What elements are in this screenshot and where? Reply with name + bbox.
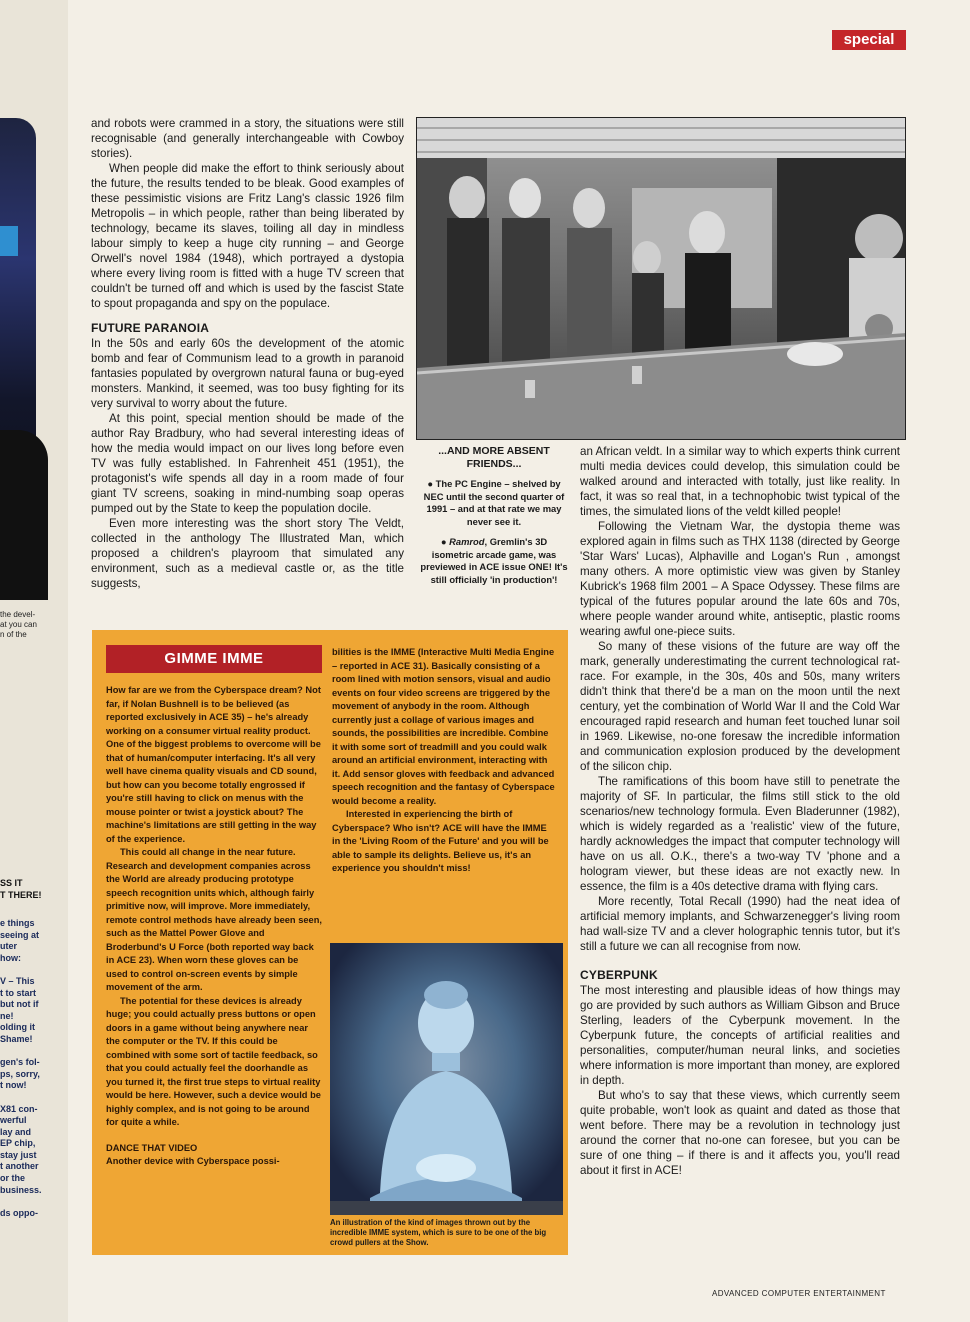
adjacent-caption-stub: the devel- at you can n of the xyxy=(0,610,37,639)
paragraph: When people did make the effort to think seriously about the future, the results tended to be bleak. Good examples of these pessimistic visions are Fritz Lang's classic 1926 film Metropolis – in which people, rather than being liberated by technology, became its slaves, toiling all day in mindless labour simply to keep a huge city running – and George Orwell's novel 1984 (1948), which portrayed a dystopia where every living room is fitted with a huge TV screen that couldn't be turned off and which is used by the fascist State to spout propaganda and spy on the populace. xyxy=(91,162,404,310)
caption-item: ● The PC Engine – shelved by NEC until the second quarter of 1991 – and at that rate we may never see it. xyxy=(423,478,565,527)
paragraph: Even more interesting was the short story The Veldt, collected in the anthology The Illustrated Man, which proposed a children's playroom that simulated any environment, such as a medieval castle or, as the title suggests, xyxy=(91,517,404,590)
article-column-left xyxy=(91,116,404,591)
sidebar-caption xyxy=(420,445,568,594)
paragraph: More recently, Total Recall (1990) had the neat idea of artificial memory implants, and Schwarzenegger's living room had wall-size TV and a clever holographic tennis tutor, but it's still a future we can all recognise from now. xyxy=(580,895,900,953)
paragraph: Following the Vietnam War, the dystopia theme was explored again in films such as THX 1138 (directed by George 'Star Wars' Lucas), Alphaville and Logan's Run , amongst many others. A more optimistic view was given by Stanley Kubrick's 1968 film 2001 – A Space Odyssey. These films are typical of the futures popular around the late 60s and 70s, where people wander around white, antiseptic, plastic rooms wearing awful one-piece suits. xyxy=(580,520,900,638)
imme-buddha-photo xyxy=(330,943,563,1215)
adjacent-heading-stub: SS IT T THERE! xyxy=(0,878,42,900)
paragraph: and robots were crammed in a story, the situations were still recognisable (and generally interchangeable with Cowboy stories). xyxy=(91,117,404,160)
adjacent-page-dark-shape xyxy=(0,430,48,600)
paragraph: In the 50s and early 60s the development of the atomic bomb and fear of Communism lead to a growth in paranoid fantasies populated by overgrown natural fauna or bug-eyed monsters. Mankind, it seemed, was too busy fighting for its very survival to worry about the future. xyxy=(91,337,404,410)
boxout-subheading: DANCE THAT VIDEO xyxy=(106,1142,198,1153)
boxout-paragraph: This could all change in the near future. Research and development companies across the World are already producing prototype speech recognition units which, although fairly primitive now, will improve. More immediately, remote control methods have already been seen, such as the Mattel Power Glove and Broderbund's U Force (both reported way back in ACE 23). When worn these gloves can be used to control on-screen events by simple movement of the arm. xyxy=(106,847,322,992)
paragraph: an African veldt. In a similar way to which experts think current multi media devices could develop, this simulation could be walked around and interacted with totally, just like reality. In fact, it was so real that, in a technophobic twist typical of the times, the simulated lions of the veldt killed people! xyxy=(580,445,900,518)
section-tag: special xyxy=(832,30,906,50)
paragraph: So many of these visions of the future are way off the mark, generally underestimating the current technological rat-race. For example, in the 30s, 40s and 50s, many writers didn't think that there'd be a man on the moon until the next century, yet the combination of World War II and the Cold War encouraged rapid research and human feet touched lunar soil in 1969. Likewise, no-one foresaw the incredible information and communication explosion produced by the development of the silicon chip. xyxy=(580,640,900,773)
paragraph: At this point, special mention should be made of the author Ray Bradbury, who had several interesting ideas of how the media would impact on our lives long before even TV was fully established. In Fahrenheit 451 (1951), the protagonist's wife spends all day in a room made of four giant TV screens, soaking in mind-numbing soap operas pumped out by the State to keep the population docile. xyxy=(91,412,404,515)
caption-item-ramrod: ● Ramrod, Gremlin's 3D isometric arcade game, was previewed in ACE issue ONE! It's still officially 'in production'! xyxy=(420,536,568,585)
adjacent-text-stub: e things seeing at uter how: V – This t to start but not if ne! olding it Shame! gen's fol- ps, sorry, t now! X81 con- werful lay and EP chip, stay just t another or the business. ds oppo- xyxy=(0,918,42,1218)
paragraph: The most interesting and plausible ideas of how things may go are provided by such authors as William Gibson and Bruce Sterling, leaders of the Cyberpunk movement. In the Cyberpunk future, the concepts of artificial realities and personalities, computer/human neural links, and societies where information is more important than money, are explored in depth. xyxy=(580,984,900,1087)
boxout-column-left xyxy=(106,684,322,1169)
boxout-title: GIMME IMME xyxy=(106,645,322,673)
section-heading: CYBERPUNK xyxy=(580,968,658,982)
caption-item-text: , Gremlin's 3D isometric arcade game, was previewed in ACE issue ONE! It's still officially 'in production'! xyxy=(420,536,568,585)
article-column-right xyxy=(580,444,900,1178)
magazine-footer: ADVANCED COMPUTER ENTERTAINMENT xyxy=(712,1289,886,1298)
caption-item-title: Ramrod xyxy=(449,536,485,547)
photo-caption: An illustration of the kind of images thrown out by the incredible IMME system, which is sure to be one of the big crowd pullers at the Show. xyxy=(330,1218,547,1247)
boxout-paragraph: How far are we from the Cyberspace dream? Not far, if Nolan Bushnell is to be believed (as reported exclusively in ACE 35) – he's already working on a consumer virtual reality product. One of the biggest problems to overcome will be that of human/computer interfacing. It's all very well have cinema quality visuals and CD sound, but how can you become totally engrossed if you're still having to click on menus with the mouse pointer or twist a joystick about? The machine's limitations are still getting in the way of the experience. xyxy=(106,685,321,844)
film-still-photo xyxy=(416,117,906,440)
boxout-paragraph: The potential for these devices is already huge; you could actually press buttons or open doors in a game without being anywhere near the computer or the TV. If this could be combined with some sort of tactile feedback, so that you could actually feel the doorhandle as you turned it, the first true steps to virtual reality would be here. However, such a device would be highly complex, and is not going to be around for quite a while. xyxy=(106,995,321,1127)
boxout-paragraph: Another device with Cyberspace possi- xyxy=(106,1156,280,1166)
boxout-column-right xyxy=(332,646,556,876)
paragraph: The ramifications of this boom have still to penetrate the majority of SF. In particular, the films still stick to the old scenarios/new technology formula. Even Bladerunner (1982), which is widely regarded as a 'realistic' view of the future, hardly acknowledges the impact that computer technology will have on us all. O.K., there's a two-way TV 'phone and a hologram viewer, but these ideas are not exactly new. In essence, the film is a 40s detective drama with flying cars. xyxy=(580,775,900,893)
section-heading: FUTURE PARANOIA xyxy=(91,321,210,335)
paragraph: But who's to say that these views, which currently seem quite probable, won't look as quaint and dated as those that went before. There may be a revolution in technology just around the corner that no-one can foresee, but you can be sure of one thing – if there is and it affects you, you'll read about it first in ACE! xyxy=(580,1089,900,1177)
caption-heading: ...AND MORE ABSENT FRIENDS... xyxy=(438,445,550,470)
boxout-paragraph: Interested in experiencing the birth of Cyberspace? Who isn't? ACE will have the IMME in the 'Living Room of the Future' and you will be able to sample its delights. Believe us, it's an experience you shouldn't miss! xyxy=(332,809,549,873)
boxout-paragraph: bilities is the IMME (Interactive Multi Media Engine – reported in ACE 31). Basically consisting of a room lined with motion sensors, visual and audio events on four video screens are triggered by the movement of anybody in the room. Although currently just a collage of various images and sounds, the possibilities are incredible. Combine it with some sort of treadmill and you could walk around an artificial environment, interacting with it. Add sensor gloves with feedback and advanced speech recognition and the fantasy of Cyberspace would become a reality. xyxy=(332,647,555,806)
